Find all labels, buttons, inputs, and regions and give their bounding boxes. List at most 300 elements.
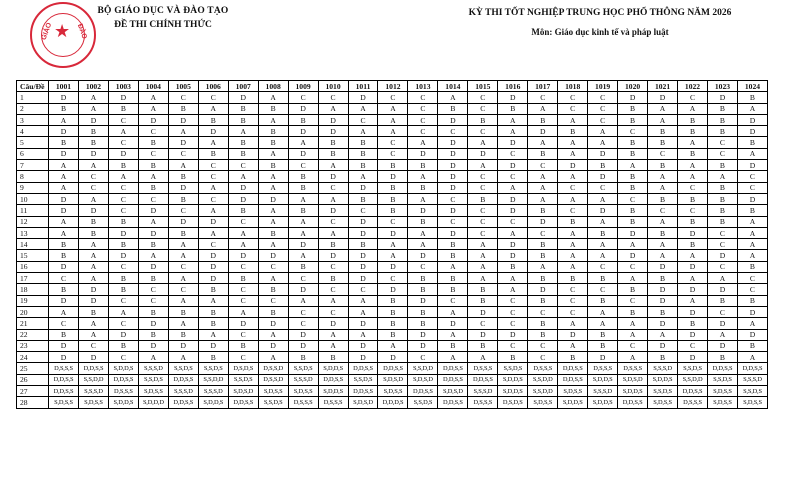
answer-cell: B bbox=[707, 295, 737, 306]
answer-cell: D bbox=[737, 193, 767, 204]
answer-cell: A bbox=[348, 329, 378, 340]
answer-cell: A bbox=[588, 216, 618, 227]
answer-cell: B bbox=[558, 216, 588, 227]
answer-cell: D bbox=[588, 352, 618, 363]
answer-cell: S,D,S,D bbox=[348, 397, 378, 408]
header-left bbox=[68, 6, 258, 30]
answer-cell: A bbox=[168, 160, 198, 171]
answer-cell: S,D,S,S bbox=[737, 397, 767, 408]
answer-cell: C bbox=[558, 295, 588, 306]
answer-cell: D bbox=[78, 295, 108, 306]
answer-cell: C bbox=[558, 92, 588, 103]
exam-code-header: 1021 bbox=[648, 81, 678, 92]
answer-cell: B bbox=[408, 160, 438, 171]
answer-cell: A bbox=[138, 103, 168, 114]
answer-cell: A bbox=[618, 239, 648, 250]
answer-cell: A bbox=[49, 160, 79, 171]
exam-code-header: 1003 bbox=[108, 81, 138, 92]
answer-cell: B bbox=[528, 329, 558, 340]
answer-cell: A bbox=[408, 171, 438, 182]
answer-cell: D bbox=[408, 148, 438, 159]
answer-cell: B bbox=[498, 103, 528, 114]
answer-cell: B bbox=[49, 329, 79, 340]
answer-cell: A bbox=[288, 250, 318, 261]
answer-cell: A bbox=[498, 114, 528, 125]
table-row bbox=[17, 205, 768, 216]
answer-cell: A bbox=[168, 273, 198, 284]
answer-cell: B bbox=[288, 114, 318, 125]
answer-cell: A bbox=[168, 239, 198, 250]
answer-cell: B bbox=[707, 352, 737, 363]
answer-cell: B bbox=[438, 273, 468, 284]
answer-cell: S,D,S,S bbox=[707, 386, 737, 397]
answer-cell: A bbox=[258, 171, 288, 182]
answer-cell: A bbox=[588, 193, 618, 204]
answer-cell: D bbox=[138, 227, 168, 238]
answer-cell: A bbox=[498, 126, 528, 137]
answer-cell: C bbox=[288, 306, 318, 317]
answer-cell: C bbox=[498, 318, 528, 329]
answer-cell: B bbox=[678, 216, 708, 227]
answer-cell: D bbox=[108, 148, 138, 159]
answer-cell: D bbox=[108, 92, 138, 103]
answer-cell: B bbox=[378, 318, 408, 329]
answer-cell: B bbox=[198, 306, 228, 317]
answer-cell: A bbox=[288, 227, 318, 238]
answer-cell: A bbox=[408, 239, 438, 250]
answer-cell: A bbox=[528, 103, 558, 114]
answer-cell: D bbox=[438, 148, 468, 159]
answer-cell: D,D,S,S bbox=[49, 386, 79, 397]
answer-cell: C bbox=[618, 193, 648, 204]
answer-cell: A bbox=[588, 126, 618, 137]
answer-cell: D bbox=[258, 318, 288, 329]
answer-cell: B bbox=[49, 239, 79, 250]
answer-cell: C bbox=[737, 273, 767, 284]
answer-cell: A bbox=[528, 182, 558, 193]
corner-header: Câu/Đề bbox=[17, 81, 49, 92]
answer-cell: B bbox=[707, 182, 737, 193]
answer-cell: B bbox=[618, 284, 648, 295]
answer-cell: D bbox=[168, 216, 198, 227]
answer-cell: B bbox=[648, 193, 678, 204]
answer-cell: B bbox=[438, 250, 468, 261]
answer-cell: B bbox=[618, 114, 648, 125]
answer-cell: A bbox=[618, 329, 648, 340]
answer-cell: S,D,S,S bbox=[378, 386, 408, 397]
question-number: 18 bbox=[17, 284, 49, 295]
answer-cell: S,S,D,S bbox=[678, 363, 708, 374]
answer-cell: S,D,D,S bbox=[558, 397, 588, 408]
answer-cell: D bbox=[648, 295, 678, 306]
answer-cell: D bbox=[498, 137, 528, 148]
answer-cell: B bbox=[108, 216, 138, 227]
answer-cell: A bbox=[288, 295, 318, 306]
answer-cell: B bbox=[138, 239, 168, 250]
answer-cell: B bbox=[198, 148, 228, 159]
answer-cell: A bbox=[438, 306, 468, 317]
answer-cell: B bbox=[258, 137, 288, 148]
answer-cell: S,S,D,D bbox=[408, 363, 438, 374]
answer-cell: C bbox=[168, 261, 198, 272]
answer-cell: B bbox=[618, 171, 648, 182]
answer-cell: A bbox=[49, 227, 79, 238]
answer-cell: D,D,S,S bbox=[707, 363, 737, 374]
answer-cell: B bbox=[408, 284, 438, 295]
answer-cell: C bbox=[648, 148, 678, 159]
exam-code-header: 1020 bbox=[618, 81, 648, 92]
answer-cell: C bbox=[408, 103, 438, 114]
answer-cell: A bbox=[618, 352, 648, 363]
answer-cell: D,D,S,S bbox=[438, 374, 468, 385]
question-number: 8 bbox=[17, 171, 49, 182]
answer-cell: A bbox=[408, 193, 438, 204]
answer-cell: B bbox=[468, 340, 498, 351]
answer-cell: D bbox=[288, 239, 318, 250]
answer-cell: D bbox=[737, 160, 767, 171]
table-row bbox=[17, 193, 768, 204]
answer-cell: B bbox=[108, 160, 138, 171]
answer-cell: A bbox=[49, 182, 79, 193]
answer-cell: A bbox=[78, 239, 108, 250]
answer-cell: A bbox=[737, 239, 767, 250]
answer-cell: B bbox=[498, 352, 528, 363]
answer-cell: D bbox=[78, 352, 108, 363]
answer-cell: D,S,S,D bbox=[258, 374, 288, 385]
answer-cell: B bbox=[707, 126, 737, 137]
answer-cell: D bbox=[108, 227, 138, 238]
answer-cell: A bbox=[468, 261, 498, 272]
question-number: 1 bbox=[17, 92, 49, 103]
answer-cell: D bbox=[468, 148, 498, 159]
answer-cell: D bbox=[49, 126, 79, 137]
answer-cell: B bbox=[138, 329, 168, 340]
answer-cell: B bbox=[108, 103, 138, 114]
answer-cell: D bbox=[168, 340, 198, 351]
table-row bbox=[17, 295, 768, 306]
answer-cell: B bbox=[528, 250, 558, 261]
answer-cell: D,S,S,S bbox=[588, 363, 618, 374]
answer-cell: B bbox=[49, 250, 79, 261]
answer-cell: C bbox=[468, 318, 498, 329]
answer-cell: D bbox=[288, 340, 318, 351]
answer-cell: D bbox=[408, 295, 438, 306]
answer-cell: B bbox=[737, 205, 767, 216]
answer-cell: D,D,S,S bbox=[348, 386, 378, 397]
answer-cell: A bbox=[378, 114, 408, 125]
answer-cell: D bbox=[288, 329, 318, 340]
answer-cell: C bbox=[258, 261, 288, 272]
answer-cell: D bbox=[378, 261, 408, 272]
question-number: 13 bbox=[17, 227, 49, 238]
exam-code-header: 1004 bbox=[138, 81, 168, 92]
answer-cell: D bbox=[228, 193, 258, 204]
answer-cell: C bbox=[588, 114, 618, 125]
answer-cell: A bbox=[678, 273, 708, 284]
answer-cell: A bbox=[468, 352, 498, 363]
answer-cell: D bbox=[438, 171, 468, 182]
answer-cell: A bbox=[108, 126, 138, 137]
answer-cell: B bbox=[49, 137, 79, 148]
answer-cell: B bbox=[528, 273, 558, 284]
answer-cell: B bbox=[138, 182, 168, 193]
answer-cell: C bbox=[558, 205, 588, 216]
answer-cell: D bbox=[618, 250, 648, 261]
answer-cell: S,S,D,D bbox=[78, 374, 108, 385]
answer-cell: B bbox=[288, 205, 318, 216]
question-number: 28 bbox=[17, 397, 49, 408]
answer-cell: A bbox=[558, 114, 588, 125]
question-number: 16 bbox=[17, 261, 49, 272]
answer-cell: D bbox=[228, 92, 258, 103]
answer-cell: C bbox=[438, 295, 468, 306]
answer-cell: D bbox=[408, 250, 438, 261]
answer-cell: C bbox=[498, 340, 528, 351]
answer-cell: D bbox=[648, 92, 678, 103]
answer-cell: D,S,S,S bbox=[618, 363, 648, 374]
answer-cell: A bbox=[588, 239, 618, 250]
answer-cell: C bbox=[737, 284, 767, 295]
answer-cell: A bbox=[737, 250, 767, 261]
answer-cell: A bbox=[528, 193, 558, 204]
answer-cell: C bbox=[108, 205, 138, 216]
question-number: 12 bbox=[17, 216, 49, 227]
answer-cell: A bbox=[678, 250, 708, 261]
answer-cell: A bbox=[678, 295, 708, 306]
answer-cell: B bbox=[378, 160, 408, 171]
answer-cell: C bbox=[228, 329, 258, 340]
answer-cell: C bbox=[678, 182, 708, 193]
answer-cell: A bbox=[168, 295, 198, 306]
answer-cell: D bbox=[138, 340, 168, 351]
answer-cell: D,D,S,S bbox=[438, 363, 468, 374]
answer-cell: A bbox=[258, 114, 288, 125]
answer-cell: A bbox=[49, 216, 79, 227]
question-number: 22 bbox=[17, 329, 49, 340]
answer-cell: C bbox=[108, 352, 138, 363]
answer-cell: S,S,S,D bbox=[468, 386, 498, 397]
answer-cell: C bbox=[78, 171, 108, 182]
answer-cell: S,S,S,D bbox=[168, 386, 198, 397]
answer-cell: D bbox=[498, 329, 528, 340]
answer-cell: D bbox=[348, 318, 378, 329]
answer-cell: B bbox=[108, 284, 138, 295]
answer-cell: D bbox=[378, 171, 408, 182]
answer-cell: D bbox=[348, 352, 378, 363]
answer-cell: D bbox=[318, 250, 348, 261]
answer-cell: C bbox=[468, 126, 498, 137]
answer-cell: B bbox=[318, 273, 348, 284]
answer-cell: D,D,S,S bbox=[378, 363, 408, 374]
answer-cell: S,D,S,S bbox=[648, 397, 678, 408]
answer-cell: A bbox=[618, 160, 648, 171]
table-row bbox=[17, 306, 768, 317]
answer-cell: A bbox=[408, 227, 438, 238]
answer-cell: D bbox=[78, 114, 108, 125]
exam-code-header: 1008 bbox=[258, 81, 288, 92]
answer-cell: D,S,S,S bbox=[528, 363, 558, 374]
answer-cell: A bbox=[348, 306, 378, 317]
answer-cell: B bbox=[558, 273, 588, 284]
answer-cell: D bbox=[288, 103, 318, 114]
answer-cell: D bbox=[468, 306, 498, 317]
answer-cell: D bbox=[138, 261, 168, 272]
answer-cell: C bbox=[648, 205, 678, 216]
answer-cell: A bbox=[258, 329, 288, 340]
answer-cell: A bbox=[558, 250, 588, 261]
exam-code-header: 1001 bbox=[49, 81, 79, 92]
answer-cell: D,D,S,S bbox=[468, 374, 498, 385]
answer-cell: S,D,S,D bbox=[408, 374, 438, 385]
answer-cell: B bbox=[78, 137, 108, 148]
answer-cell: S,D,D,S bbox=[198, 397, 228, 408]
answer-cell: D bbox=[438, 182, 468, 193]
answer-cell: D bbox=[737, 114, 767, 125]
answer-cell: D,D,S,S bbox=[558, 363, 588, 374]
answer-cell: A bbox=[78, 273, 108, 284]
answer-cell: B bbox=[678, 318, 708, 329]
answer-cell: A bbox=[558, 261, 588, 272]
answer-cell: S,D,S,S bbox=[558, 386, 588, 397]
answer-cell: A bbox=[468, 273, 498, 284]
answer-cell: A bbox=[78, 329, 108, 340]
answer-cell: C bbox=[498, 306, 528, 317]
answer-cell: B bbox=[258, 306, 288, 317]
answer-cell: S,D,S,D bbox=[438, 386, 468, 397]
answer-cell: C bbox=[108, 193, 138, 204]
answer-cell: D bbox=[498, 239, 528, 250]
table-row bbox=[17, 329, 768, 340]
ministry-name: BỘ GIÁO DỤC VÀ ĐÀO TẠO bbox=[97, 6, 229, 16]
answer-cell: C bbox=[258, 295, 288, 306]
answer-cell: B bbox=[737, 261, 767, 272]
answer-cell: C bbox=[678, 340, 708, 351]
answer-cell: A bbox=[258, 273, 288, 284]
answer-cell: S,S,D,S bbox=[288, 363, 318, 374]
answer-cell: C bbox=[678, 205, 708, 216]
answer-cell: D bbox=[678, 352, 708, 363]
answer-cell: A bbox=[737, 103, 767, 114]
answer-cell: A bbox=[588, 318, 618, 329]
answer-cell: A bbox=[378, 340, 408, 351]
answer-cell: B bbox=[438, 103, 468, 114]
answer-cell: A bbox=[258, 148, 288, 159]
answer-cell: D bbox=[408, 329, 438, 340]
answer-cell: B bbox=[198, 318, 228, 329]
table-row bbox=[17, 92, 768, 103]
answer-cell: D bbox=[198, 340, 228, 351]
answer-cell: C bbox=[588, 182, 618, 193]
answer-cell: C bbox=[468, 216, 498, 227]
answer-cell: D bbox=[528, 216, 558, 227]
answer-cell: B bbox=[588, 340, 618, 351]
seal-text-left: GIÁO bbox=[40, 21, 54, 42]
answer-cell: B bbox=[378, 306, 408, 317]
answer-cell: C bbox=[498, 171, 528, 182]
answer-cell: D bbox=[198, 273, 228, 284]
answer-cell: S,D,S,D bbox=[228, 386, 258, 397]
exam-code-header: 1022 bbox=[678, 81, 708, 92]
answer-cell: B bbox=[558, 352, 588, 363]
answer-cell: B bbox=[348, 193, 378, 204]
answer-cell: C bbox=[468, 182, 498, 193]
answer-cell: B bbox=[168, 193, 198, 204]
answer-cell: C bbox=[228, 295, 258, 306]
question-number: 23 bbox=[17, 340, 49, 351]
answer-cell: A bbox=[348, 295, 378, 306]
answer-cell: C bbox=[588, 103, 618, 114]
answer-cell: B bbox=[737, 92, 767, 103]
answer-cell: C bbox=[168, 284, 198, 295]
answer-cell: B bbox=[438, 284, 468, 295]
answer-cell: D,D,S,S bbox=[168, 374, 198, 385]
answer-cell: S,D,S,S bbox=[78, 397, 108, 408]
answer-cell: B bbox=[618, 306, 648, 317]
answer-cell: A bbox=[558, 193, 588, 204]
answer-cell: C bbox=[528, 92, 558, 103]
answer-cell: B bbox=[408, 216, 438, 227]
question-number: 10 bbox=[17, 193, 49, 204]
answer-cell: D bbox=[348, 227, 378, 238]
answer-cell: D bbox=[408, 340, 438, 351]
answer-cell: A bbox=[198, 182, 228, 193]
answer-cell: A bbox=[678, 137, 708, 148]
answer-cell: B bbox=[588, 160, 618, 171]
answer-cell: C bbox=[288, 273, 318, 284]
answer-cell: C bbox=[108, 182, 138, 193]
exam-code-header: 1012 bbox=[378, 81, 408, 92]
answer-cell: C bbox=[168, 205, 198, 216]
answer-cell: D bbox=[438, 137, 468, 148]
answer-cell: A bbox=[558, 340, 588, 351]
answer-cell: A bbox=[678, 160, 708, 171]
table-row bbox=[17, 103, 768, 114]
answer-cell: A bbox=[49, 114, 79, 125]
answer-cell: C bbox=[588, 92, 618, 103]
answer-cell: B bbox=[528, 114, 558, 125]
answer-cell: B bbox=[648, 137, 678, 148]
answer-cell: C bbox=[318, 216, 348, 227]
answer-cell: B bbox=[707, 205, 737, 216]
answer-cell: D,S,S,S bbox=[318, 397, 348, 408]
answer-cell: C bbox=[468, 92, 498, 103]
answer-cell: C bbox=[228, 216, 258, 227]
answer-cell: B bbox=[168, 306, 198, 317]
answer-cell: S,D,D,S bbox=[318, 386, 348, 397]
subject-line: Môn: Giáo dục kinh tế và pháp luật bbox=[531, 27, 669, 37]
answer-cell: A bbox=[438, 261, 468, 272]
answer-cell: C bbox=[49, 273, 79, 284]
answer-cell: D,D,S,S bbox=[348, 363, 378, 374]
answer-cell: B bbox=[707, 103, 737, 114]
answer-cell: D bbox=[228, 182, 258, 193]
answer-cell: A bbox=[378, 126, 408, 137]
answer-cell: D,D,S,S bbox=[678, 386, 708, 397]
answer-cell: A bbox=[648, 103, 678, 114]
answer-cell: D bbox=[737, 329, 767, 340]
answer-cell: C bbox=[318, 92, 348, 103]
answer-cell: B bbox=[618, 205, 648, 216]
answer-cell: C bbox=[228, 284, 258, 295]
answer-cell: C bbox=[528, 352, 558, 363]
answer-cell: C bbox=[438, 216, 468, 227]
exam-code-header: 1015 bbox=[468, 81, 498, 92]
seal-text-right: ĐÀO bbox=[75, 22, 88, 41]
exam-code-header: 1007 bbox=[228, 81, 258, 92]
answer-cell: S,D,S,D bbox=[378, 374, 408, 385]
answer-cell: D bbox=[78, 205, 108, 216]
answer-cell: B bbox=[288, 182, 318, 193]
